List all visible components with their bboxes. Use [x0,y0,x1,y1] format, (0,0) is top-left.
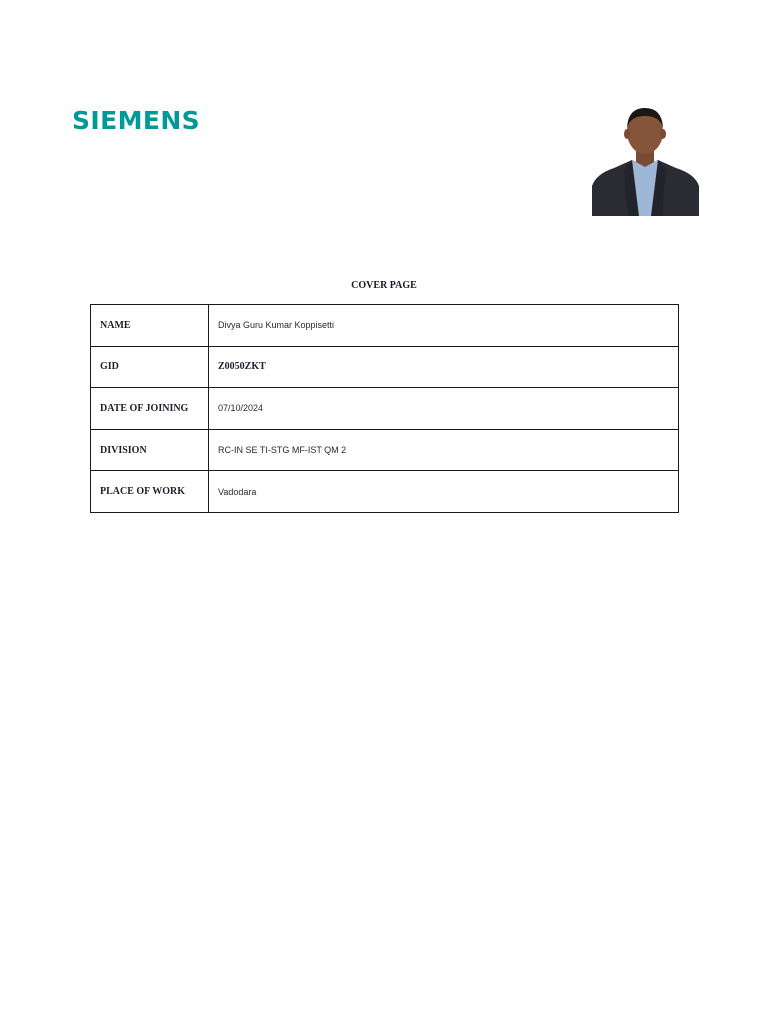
table-row [91,471,679,513]
row-value-gid: Z0050ZKT [209,346,679,388]
row-label-date-of-joining: DATE OF JOINING [91,388,209,430]
row-value-division: RC-IN SE TI-STG MF-IST QM 2 [209,429,679,471]
row-label-place-of-work: PLACE OF WORK [91,471,209,513]
row-label-gid: GID [91,346,209,388]
table-row [91,429,679,471]
table-row [91,305,679,347]
table-row [91,388,679,430]
row-value-place-of-work: Vadodara [209,471,679,513]
siemens-logo: SIEMENS [72,106,201,135]
employee-photo [592,104,699,216]
employee-info-table [90,304,679,513]
row-value-name: Divya Guru Kumar Koppisetti [209,305,679,347]
row-value-date-of-joining: 07/10/2024 [209,388,679,430]
row-label-division: DIVISION [91,429,209,471]
row-label-name: NAME [91,305,209,347]
person-portrait-icon [592,104,699,216]
table-row [91,346,679,388]
cover-page-title: COVER PAGE [351,280,417,291]
